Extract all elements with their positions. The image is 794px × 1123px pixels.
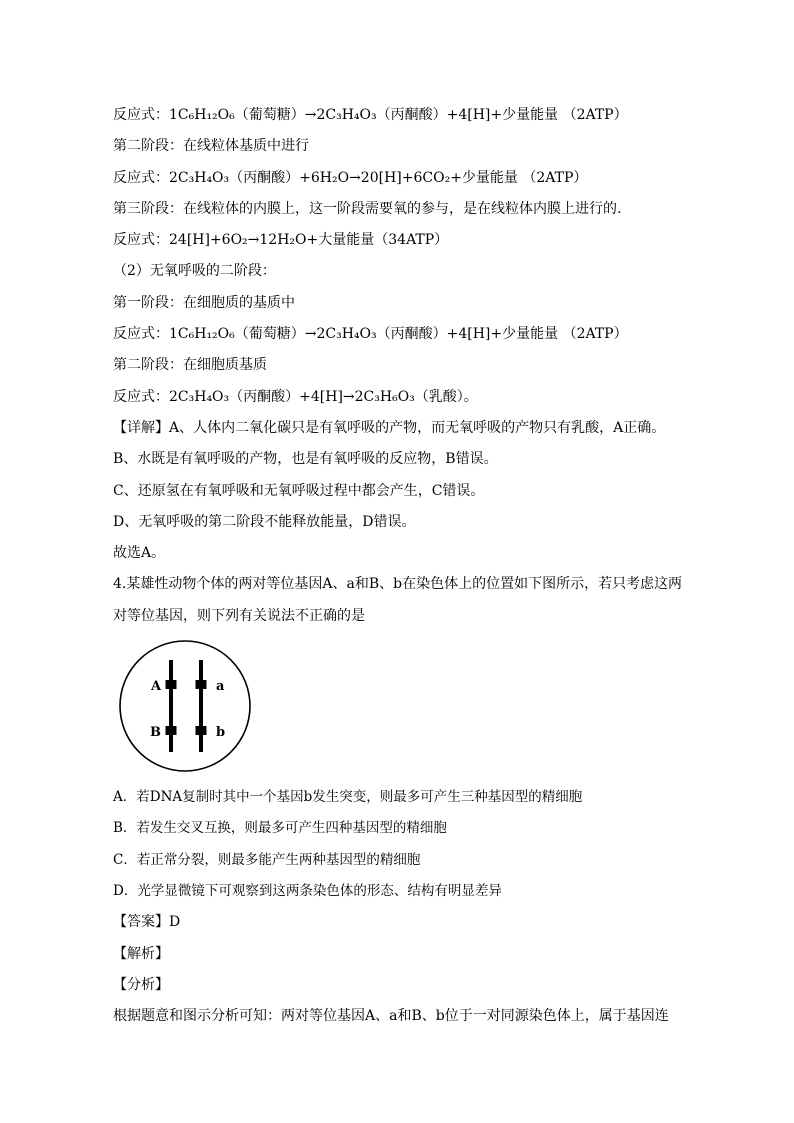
analysis-heading: 【解析】 xyxy=(113,945,169,962)
document-page xyxy=(113,100,693,1032)
detail-d: D、无氧呼吸的第二阶段不能释放能量，D错误。 xyxy=(113,513,416,530)
analysis-text: 根据题意和图示分析可知：两对等位基因A、a和B、b位于一对同源染色体上，属于基因连 xyxy=(113,1008,669,1025)
label-a: a xyxy=(216,679,225,695)
cell-figure xyxy=(118,636,258,776)
anaerobic-stage-two: 第二阶段：在细胞质基质 xyxy=(113,357,267,374)
question-4-line-1: 4.某雄性动物个体的两对等位基因A、a和B、b在染色体上的位置如下图所示，若只考虑这两 xyxy=(113,576,683,593)
chromosome-left xyxy=(169,660,173,752)
detail-a: 【详解】A、人体内二氧化碳只是有氧呼吸的产物，而无氧呼吸的产物只有乳酸，A正确。 xyxy=(113,419,666,436)
option-b: B．若发生交叉互换，则最多可产生四种基因型的精细胞 xyxy=(113,820,447,837)
question-4-line-2: 对等位基因，则下列有关说法不正确的是 xyxy=(113,607,365,624)
anaerobic-stage-one: 第一阶段：在细胞质的基质中 xyxy=(113,294,295,311)
option-c: C．若正常分裂，则最多能产生两种基因型的精细胞 xyxy=(113,851,421,868)
locus-B xyxy=(166,726,177,735)
option-d: D．光学显微镜下可观察到这两条染色体的形态、结构有明显差异 xyxy=(113,882,502,899)
answer-line: 【答案】D xyxy=(113,914,181,931)
reaction-line-1: 反应式：1C₆H₁₂O₆（葡萄糖）→2C₃H₄O₃（丙酮酸）+4[H]+少量能量 （2ATP） xyxy=(113,107,628,123)
label-A: A xyxy=(151,679,162,695)
detail-b: B、水既是有氧呼吸的产物，也是有氧呼吸的反应物，B错误。 xyxy=(113,451,498,468)
detail-c: C、还原氢在有氧呼吸和无氧呼吸过程中都会产生，C错误。 xyxy=(113,482,485,499)
chromosome-right xyxy=(199,660,203,752)
label-b: b xyxy=(216,725,226,741)
stage-two-line: 第二阶段：在线粒体基质中进行 xyxy=(113,138,309,155)
reaction-line-3: 反应式：24[H]+6O₂→12H₂O+大量能量（34ATP） xyxy=(113,232,449,249)
reaction-line-4: 反应式：1C₆H₁₂O₆（葡萄糖）→2C₃H₄O₃（丙酮酸）+4[H]+少量能量 （2ATP） xyxy=(113,326,628,343)
label-B: B xyxy=(150,725,161,741)
reaction-line-2: 反应式：2C₃H₄O₃（丙酮酸）+6H₂O→20[H]+6CO₂+少量能量 （2ATP） xyxy=(113,169,588,186)
stage-three-line: 第三阶段：在线粒体的内膜上，这一阶段需要氧的参与，是在线粒体内膜上进行的. xyxy=(113,200,622,217)
locus-a xyxy=(196,680,207,689)
locus-b xyxy=(196,726,207,735)
reaction-line-5: 反应式：2C₃H₄O₃（丙酮酸）+4[H]→2C₃H₆O₃（乳酸）。 xyxy=(113,388,478,405)
option-a: A．若DNA复制时其中一个基因b发生突变，则最多可产生三种基因型的精细胞 xyxy=(113,789,583,806)
analysis-subheading: 【分析】 xyxy=(113,976,169,993)
choice-line: 故选A。 xyxy=(113,545,166,562)
chromosome-diagram xyxy=(113,632,693,782)
locus-A xyxy=(166,680,177,689)
anaerobic-heading: （2）无氧呼吸的二阶段： xyxy=(113,263,276,280)
